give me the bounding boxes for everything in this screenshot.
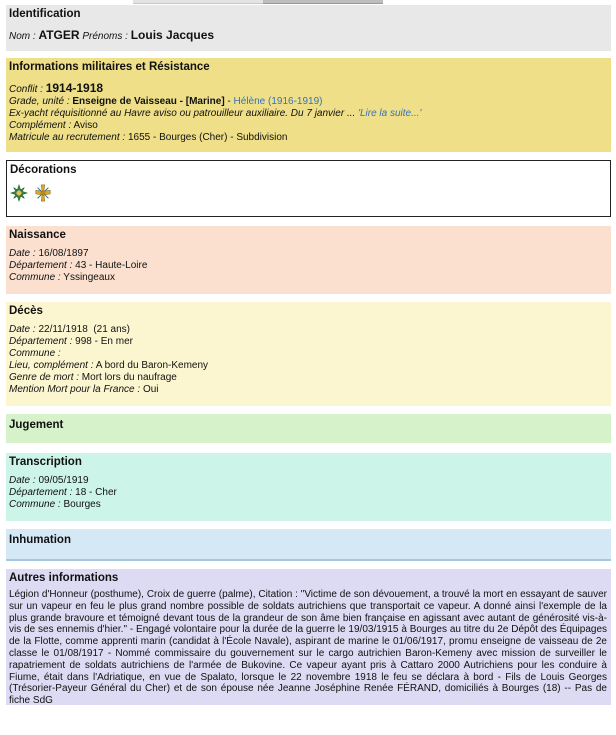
croix-de-guerre-medal-icon[interactable]	[34, 184, 52, 202]
judgment-section	[6, 414, 611, 443]
top-tab-bar	[0, 0, 616, 4]
top-tab-active[interactable]	[263, 0, 383, 4]
death-place-label: Lieu, complément :	[9, 360, 94, 371]
death-dept-label: Département :	[9, 336, 73, 347]
transcription-dept-value: 18 - Cher	[72, 487, 117, 498]
death-kind-value: Mort lors du naufrage	[79, 372, 177, 383]
matricule-value: 1655 - Bourges (Cher) - Subdivision	[125, 132, 288, 143]
death-kind-label: Genre de mort :	[9, 372, 80, 383]
grade-label: Grade, unité :	[9, 96, 70, 107]
transcription-dept-label: Département :	[9, 487, 73, 498]
death-section	[6, 302, 611, 406]
transcription-commune-value: Bourges	[60, 499, 101, 510]
conflit-value: 1914-1918	[45, 81, 104, 95]
decorations-title: Décorations	[10, 164, 77, 176]
prenoms-value: Louis Jacques	[130, 28, 215, 42]
death-commune-label: Commune :	[9, 348, 61, 359]
burial-section	[6, 529, 611, 561]
identification-title: Identification	[9, 8, 81, 20]
birth-dept-value: 43 - Haute-Loire	[72, 260, 148, 271]
transcription-commune-label: Commune :	[9, 499, 61, 510]
read-more-link[interactable]: 'Lire la suite...'	[358, 108, 422, 119]
birth-commune-label: Commune :	[9, 272, 61, 283]
birth-title: Naissance	[9, 229, 66, 241]
birth-dept-label: Département :	[9, 260, 73, 271]
death-place-value: A bord du Baron-Kemeny	[93, 360, 209, 371]
top-tab-left[interactable]	[133, 0, 263, 4]
birth-date-label: Date :	[9, 248, 36, 259]
mpf-value: Oui	[140, 384, 159, 395]
military-info-section	[6, 58, 611, 152]
ship-link[interactable]: Hélène (1916-1919)	[233, 96, 323, 107]
grade-separator: -	[224, 96, 234, 107]
grade-value: Enseigne de Vaisseau - [Marine]	[72, 96, 225, 107]
complement-label: Complément :	[9, 120, 72, 131]
matricule-label: Matricule au recrutement :	[9, 132, 126, 143]
death-dept-value: 998 - En mer	[72, 336, 133, 347]
nom-value: ATGER	[38, 28, 80, 42]
prenoms-label: Prénoms :	[82, 31, 128, 42]
ship-description: Ex-yacht réquisitionné au Havre aviso ou patrouilleur auxiliaire. Du 7 janvier ...	[9, 108, 359, 119]
transcription-date-value: 09/05/1919	[35, 475, 89, 486]
other-info-section	[6, 569, 611, 705]
complement-value: Aviso	[71, 120, 98, 131]
mpf-label: Mention Mort pour la France :	[9, 384, 141, 395]
birth-section	[6, 226, 611, 294]
nom-label: Nom :	[9, 31, 36, 42]
death-date-label: Date :	[9, 324, 36, 335]
identification-section	[6, 5, 611, 51]
legion-honneur-medal-icon[interactable]	[10, 184, 28, 202]
other-info-title: Autres informations	[9, 572, 119, 584]
death-date-value: 22/11/1918 (21 ans)	[35, 324, 131, 335]
transcription-title: Transcription	[9, 456, 82, 468]
judgment-title: Jugement	[9, 419, 64, 431]
military-info-title: Informations militaires et Résistance	[9, 61, 210, 73]
death-title: Décès	[9, 305, 43, 317]
birth-commune-value: Yssingeaux	[60, 272, 115, 283]
decorations-section	[6, 160, 611, 217]
other-info-text: Légion d'Honneur (posthume), Croix de guerre (palme), Citation : "Victime de son dévouement, a trouvé la mort en essayant de sauver sur un vapeur en feu le plus grand nombre possible de soldats autrichiens que transportait ce vapeur. A donné ainsi l'exemple de la plus grande bravoure et témoigné devant tous de la grandeur de son âme bien française en agissant avec autant de générosité vis-à-vis de ses ennemis d'hier." - Engagé volontaire pour la durée de la guerre le 19/03/1915 à Bourges au titre du 2e Dépôt des Équipages de la Flotte, comme apprenti marin (candidat à l'École Navale), aspirant de marine le 01/06/1917, promu enseigne de vaisseau de 2e classe le 01/08/1917 - Nommé commissaire du gouvernement sur le cargo autrichien Baron-Kemeny avec mission de surveiller le rapatriement de soldats autrichiens de l'armée de Bukovine. Ce vapeur ayant pris à Cattaro 2000 Autrichiens pour les conduire à Fiume, était dans l'Adriatique, en vue de Spalato, lorsque le 22 novembre 1918 le feu se déclara à bord - Fils de Louis Georges (Trésorier-Payeur Général du Cher) et de son épouse née Jeanne Joséphine Renée FÉRAND, domiciliés à Bourges (18) -- Pas de fiche SdG	[9, 589, 607, 705]
transcription-date-label: Date :	[9, 475, 36, 486]
birth-date-value: 16/08/1897	[35, 248, 89, 259]
conflit-label: Conflit :	[9, 84, 43, 95]
burial-title: Inhumation	[9, 534, 71, 546]
transcription-section	[6, 453, 611, 521]
